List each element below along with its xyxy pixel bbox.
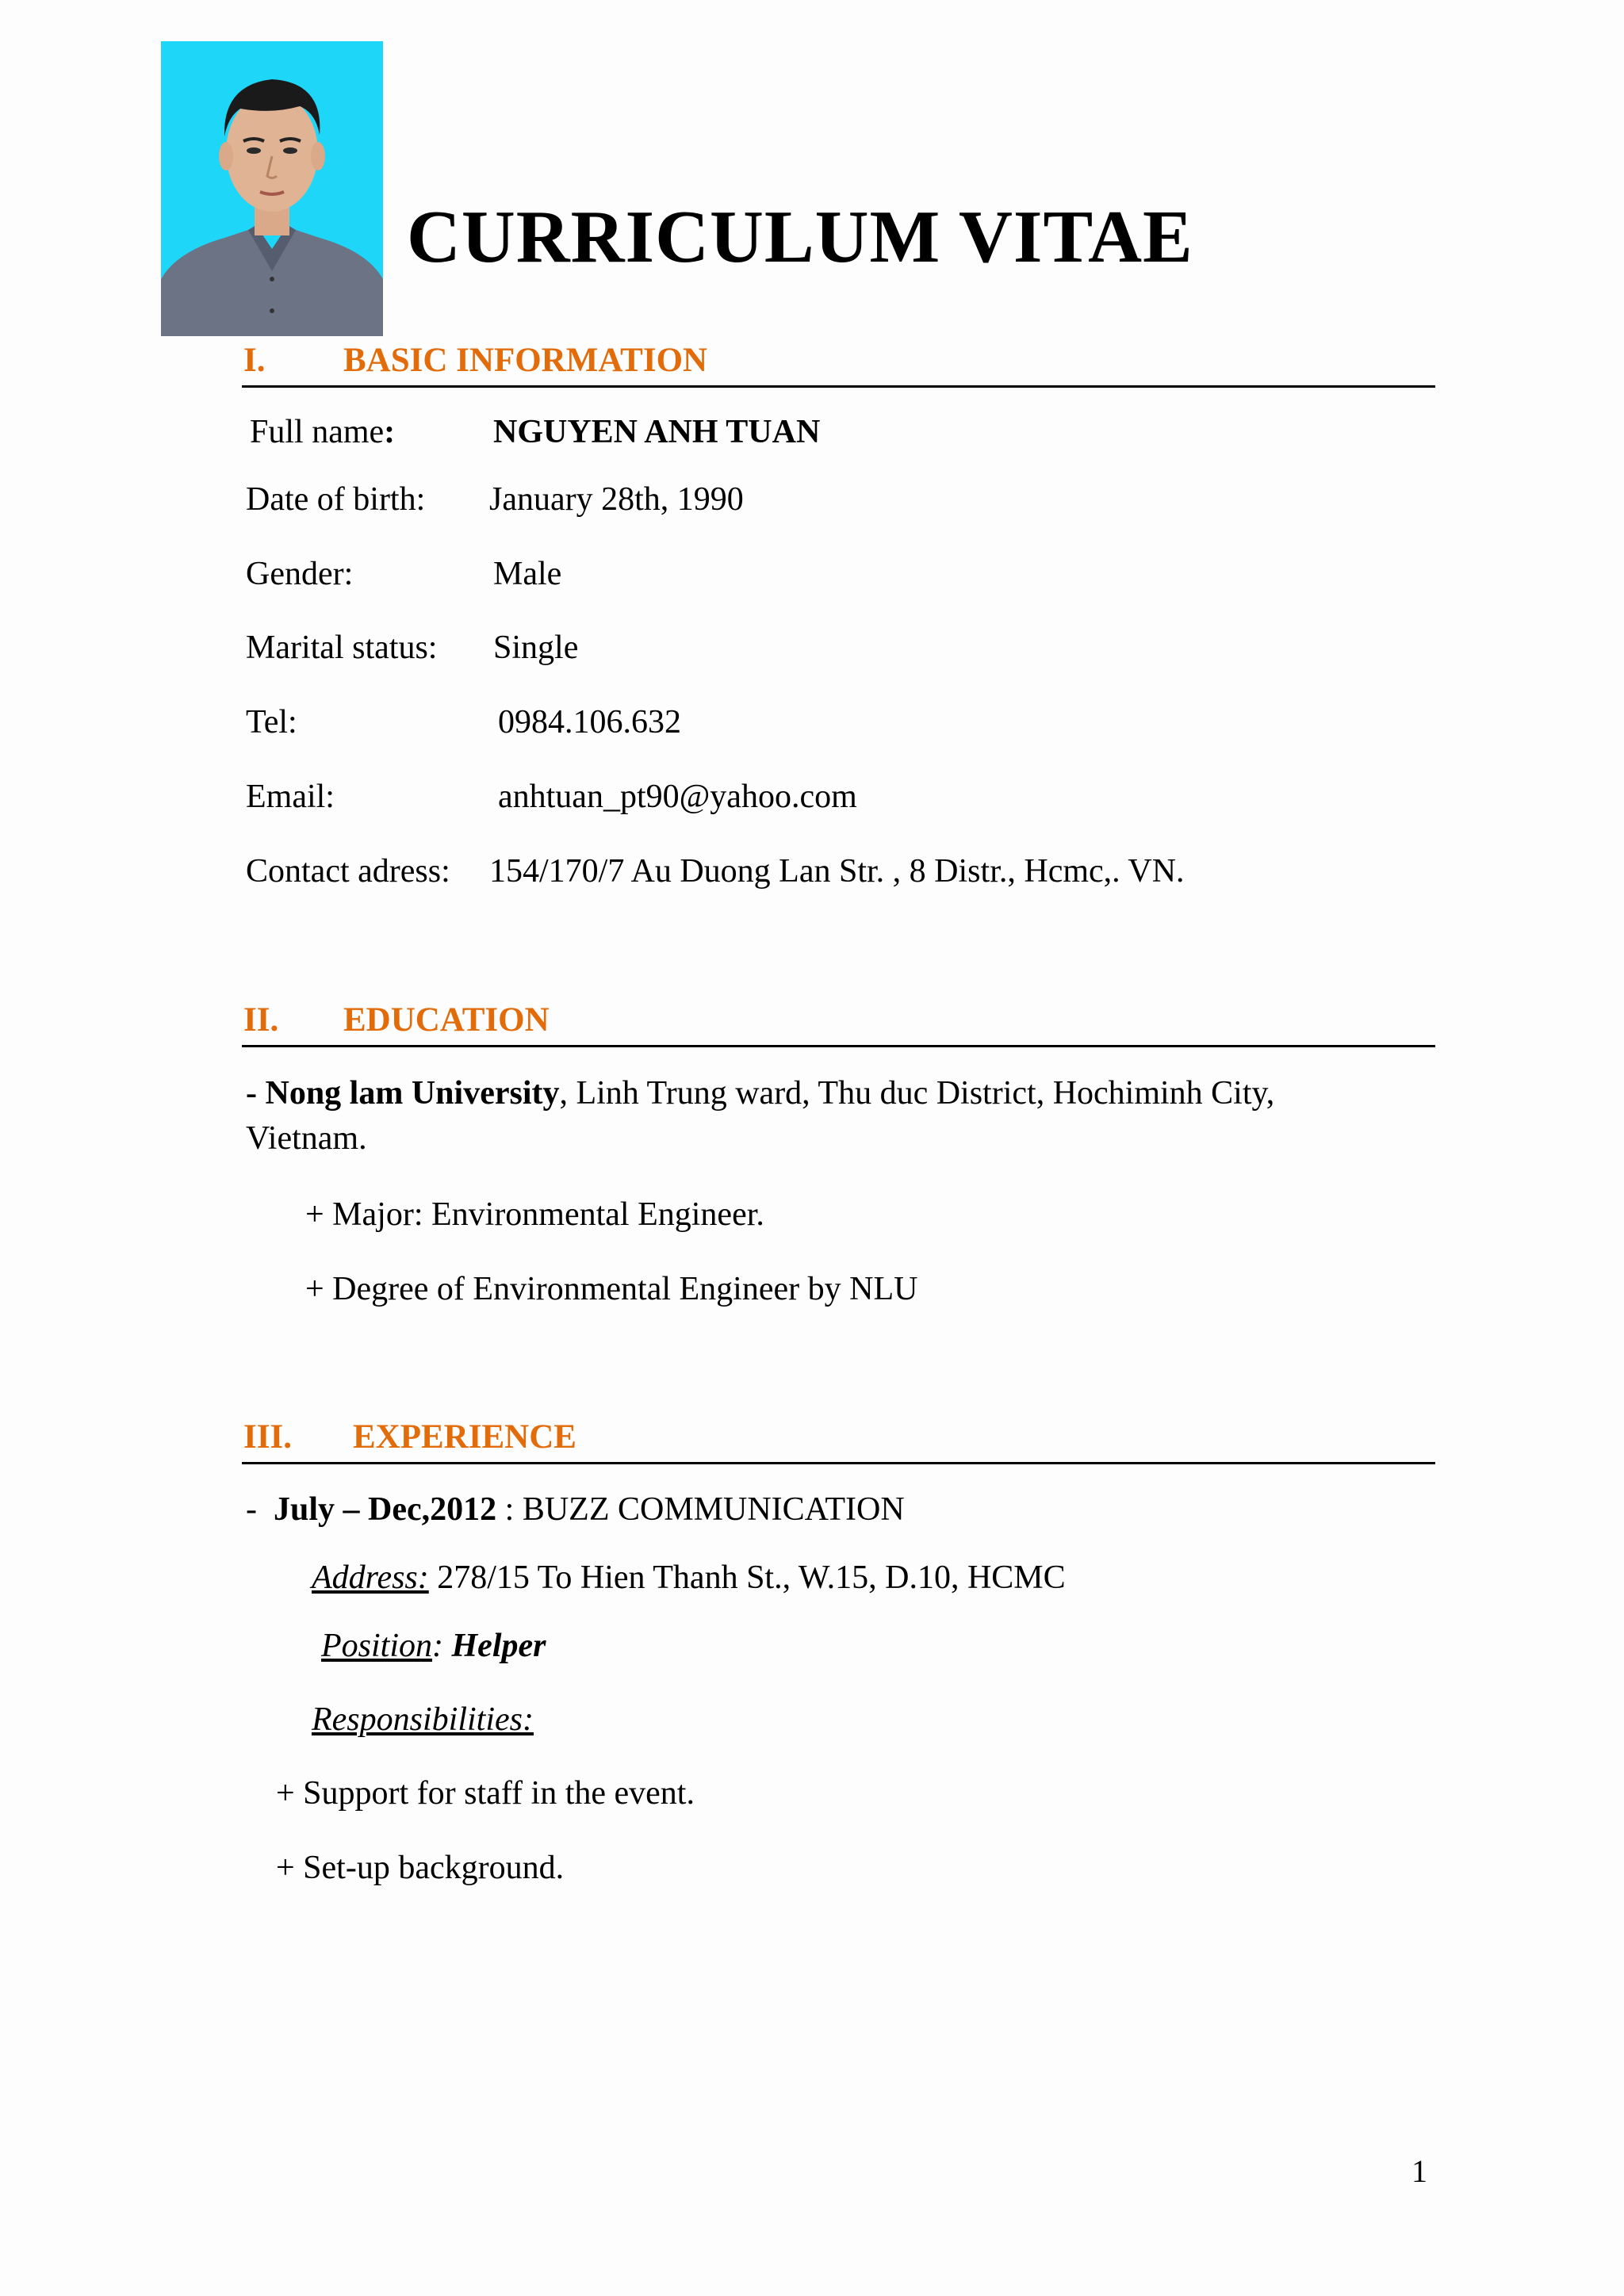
experience-responsibilities-label: Responsibilities: [312,1701,534,1738]
section-title: EDUCATION [343,1001,550,1039]
section-number: I. [243,342,266,379]
gender-value: Male [493,556,562,592]
section-number: II. [243,1001,279,1039]
experience-responsibility: + Set-up background. [276,1850,565,1886]
email-label: Email: [246,779,335,815]
experience-address: Address: 278/15 To Hien Thanh St., W.15, D.10, HCMC [312,1559,1066,1596]
section-title: BASIC INFORMATION [343,342,708,379]
tel-value: 0984.106.632 [498,704,681,740]
full-name-value: NGUYEN ANH TUAN [493,414,821,450]
education-school: - Nong lam University, Linh Trung ward, Thu duc District, Hochiminh City, [246,1075,1275,1112]
section-number: III. [243,1418,292,1456]
education-degree: + Degree of Environmental Engineer by NLU [305,1271,918,1307]
profile-photo [161,41,383,336]
education-school-line2: Vietnam. [246,1120,367,1157]
experience-position: Position: Helper [321,1628,546,1664]
email-value: anhtuan_pt90@yahoo.com [498,779,857,815]
address-value: 154/170/7 Au Duong Lan Str. , 8 Distr., Hcmc,. VN. [489,853,1185,890]
section-experience [242,1418,1435,1464]
tel-label: Tel: [246,704,297,740]
gender-label: Gender: [246,556,354,592]
full-name-label: Full name: [250,414,396,450]
address-label: Contact adress: [246,853,450,890]
experience-responsibility: + Support for staff in the event. [276,1775,695,1812]
section-education [242,1001,1435,1047]
page-number: 1 [1411,2153,1427,2189]
page-title: CURRICULUM VITAE [407,196,1193,278]
experience-entry: - July – Dec,2012 : BUZZ COMMUNICATION [246,1491,905,1528]
marital-label: Marital status: [246,629,438,666]
dob-value: January 28th, 1990 [489,481,744,518]
section-basic-information [242,341,1435,388]
section-title: EXPERIENCE [353,1418,576,1456]
education-major: + Major: Environmental Engineer. [305,1196,764,1233]
marital-value: Single [493,629,579,666]
dob-label: Date of birth: [246,481,426,518]
